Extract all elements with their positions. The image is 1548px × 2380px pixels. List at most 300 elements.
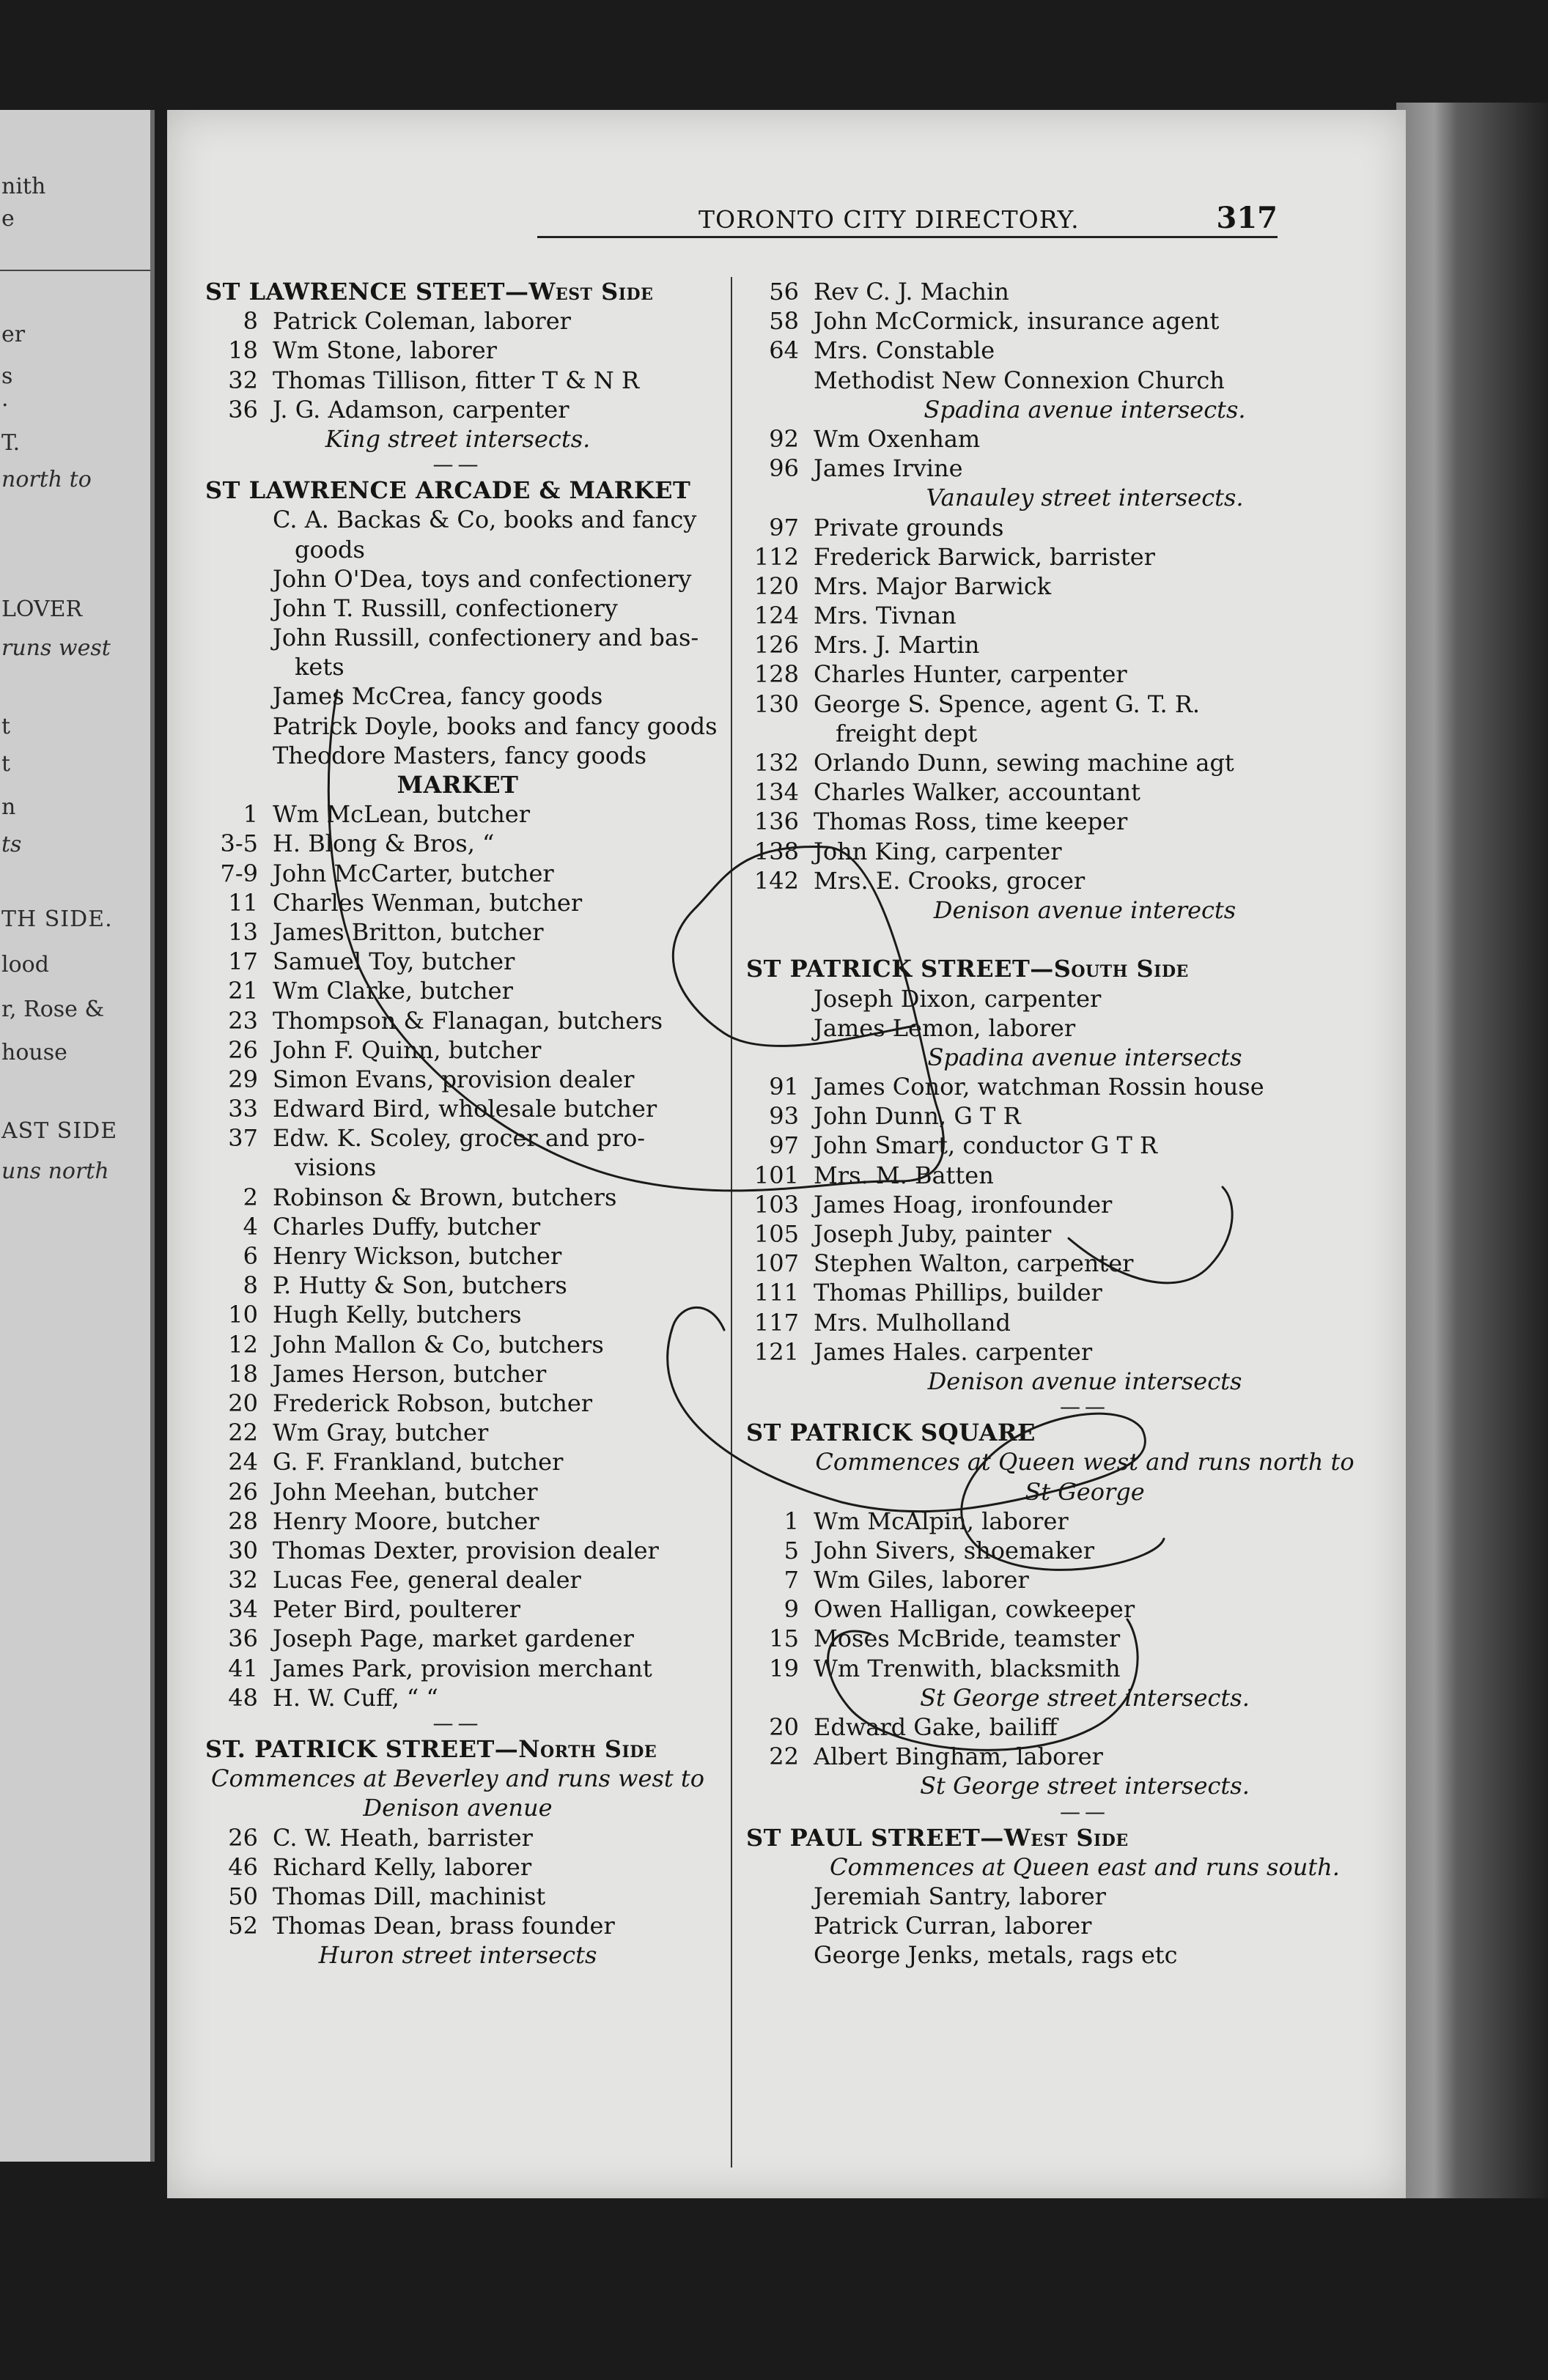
facing-page-text-fragment: house (1, 1040, 67, 1065)
intersection-note: Denison avenue interects (933, 895, 1236, 924)
directory-entry (199, 741, 716, 770)
resident-text: Wm McAlpin, laborer (814, 1507, 1069, 1535)
house-number: 22 (769, 1742, 799, 1771)
running-head (537, 201, 1278, 237)
facing-page-text-fragment: e (1, 206, 15, 232)
street-heading-text: ST PATRICK STREET—South Side (746, 955, 1189, 983)
house-number: 36 (228, 1625, 258, 1653)
entry-continuation (199, 652, 716, 681)
facing-page-text-fragment: LOVER (1, 596, 83, 622)
resident-text: Henry Moore, butcher (273, 1507, 539, 1535)
section-separator: —— (432, 1711, 483, 1735)
directory-entry (199, 1035, 716, 1065)
house-number: 97 (769, 1131, 799, 1160)
house-number: 21 (228, 977, 258, 1005)
house-number: 48 (228, 1683, 258, 1712)
resident-text: P. Hutty & Son, butchers (273, 1271, 567, 1300)
intersection-note: Commences at Queen west and runs north to (815, 1448, 1354, 1477)
resident-text: Patrick Doyle, books and fancy goods (273, 712, 718, 740)
house-number: 64 (769, 336, 799, 365)
resident-text: Mrs. E. Crooks, grocer (814, 866, 1086, 895)
directory-entry (199, 366, 716, 395)
resident-text: Thomas Tillison, fitter T & N R (273, 366, 640, 394)
house-number: 8 (243, 307, 258, 336)
street-heading-text: ST LAWRENCE ARCADE & MARKET (205, 476, 691, 505)
directory-entry (740, 837, 1429, 866)
facing-page-text-fragment: r, Rose & (1, 997, 105, 1022)
house-number: 17 (228, 947, 258, 976)
intersection-note: Huron street intersects (318, 1941, 597, 1970)
directory-entry (740, 1742, 1429, 1771)
directory-entry (740, 513, 1429, 542)
resident-text: George Jenks, metals, rags etc (814, 1941, 1178, 1970)
resident-text: Joseph Juby, painter (814, 1220, 1052, 1248)
resident-text: Patrick Curran, laborer (814, 1912, 1092, 1940)
house-number: 117 (753, 1308, 799, 1337)
directory-entry (199, 1271, 716, 1300)
directory-entry (740, 1882, 1429, 1911)
directory-entry (740, 572, 1429, 601)
resident-text: John King, carpenter (814, 837, 1062, 865)
resident-text: Lucas Fee, general dealer (273, 1566, 581, 1594)
resident-text: Simon Evans, provision dealer (273, 1065, 635, 1093)
street-heading (199, 476, 716, 505)
resident-text: Charles Wenman, butcher (273, 888, 583, 917)
street-heading-text: ST PATRICK SQUARE (746, 1419, 1036, 1447)
resident-text: James Irvine (814, 454, 963, 483)
house-number: 36 (228, 395, 258, 424)
resident-text: Samuel Toy, butcher (273, 947, 515, 976)
resident-text: Frederick Barwick, barrister (814, 542, 1155, 571)
resident-text: Mrs. Major Barwick (814, 572, 1052, 600)
resident-text: visions (295, 1153, 377, 1182)
house-number: 107 (753, 1249, 799, 1278)
resident-text: Albert Bingham, laborer (814, 1742, 1103, 1771)
directory-entry (740, 984, 1429, 1013)
house-number: 92 (769, 424, 799, 453)
resident-text: Mrs. Constable (814, 336, 995, 365)
directory-entry (740, 1190, 1429, 1219)
house-number: 20 (228, 1389, 258, 1417)
resident-text: Robinson & Brown, butchers (273, 1183, 617, 1211)
resident-text: J. G. Adamson, carpenter (273, 395, 570, 424)
directory-entry (740, 1161, 1429, 1190)
directory-entry (740, 1940, 1429, 1970)
directory-entry (199, 1330, 716, 1359)
facing-page-text-fragment: TH SIDE. (1, 906, 113, 932)
house-number: 18 (228, 1359, 258, 1388)
section-subheading: MARKET (397, 771, 519, 799)
house-number: 101 (753, 1161, 799, 1189)
resident-text: goods (295, 535, 365, 563)
intersection-note: St George street intersects. (920, 1683, 1250, 1712)
house-number: 1 (243, 800, 258, 829)
resident-text: Thomas Dexter, provision dealer (273, 1536, 659, 1564)
directory-entry (199, 829, 716, 858)
house-number: 23 (228, 1006, 258, 1035)
house-number: 41 (228, 1654, 258, 1682)
resident-text: Mrs. Tivnan (814, 602, 957, 630)
house-number: 96 (769, 454, 799, 483)
facing-page-text-fragment: t (1, 714, 11, 739)
directory-entry (199, 681, 716, 711)
directory-entry (740, 601, 1429, 630)
right-column (740, 277, 1429, 1970)
resident-text: John Dunn, G T R (814, 1102, 1021, 1131)
house-number: 34 (228, 1595, 258, 1624)
house-number: 20 (769, 1713, 799, 1741)
house-number: 26 (228, 1035, 258, 1064)
house-number: 56 (769, 278, 799, 306)
house-number: 18 (228, 336, 258, 365)
house-number: 46 (228, 1852, 258, 1881)
intersection-note: King street intersects. (325, 424, 591, 453)
resident-text: Stephen Walton, carpenter (814, 1249, 1134, 1278)
directory-entry (199, 594, 716, 623)
intersection-note: Commences at Beverley and runs west to (210, 1764, 705, 1793)
house-number: 142 (753, 866, 799, 895)
house-number: 52 (228, 1912, 258, 1940)
directory-entry (199, 1300, 716, 1329)
house-number: 136 (753, 808, 799, 836)
resident-text: Orlando Dunn, sewing machine agt (814, 749, 1234, 777)
directory-entry (199, 1536, 716, 1565)
house-number: 37 (228, 1124, 258, 1153)
directory-entry (199, 1823, 716, 1852)
house-number: 8 (243, 1271, 258, 1300)
directory-entry (199, 1852, 716, 1882)
directory-entry (199, 1911, 716, 1940)
directory-entry (740, 1337, 1429, 1367)
directory-entry (199, 564, 716, 594)
facing-page-text-fragment: t (1, 751, 11, 777)
facing-page-text-fragment: lood (1, 952, 49, 978)
header-rule (537, 236, 1278, 238)
resident-text: John F. Quinn, butcher (273, 1035, 542, 1064)
resident-text: John McCormick, insurance agent (814, 307, 1220, 336)
facing-page-text-fragment: n (1, 794, 16, 820)
house-number: 105 (753, 1220, 799, 1248)
street-heading (740, 1823, 1429, 1852)
house-number: 1 (784, 1507, 799, 1535)
resident-text: Frederick Robson, butcher (273, 1389, 593, 1417)
resident-text: Joseph Dixon, carpenter (814, 984, 1102, 1013)
house-number: 32 (228, 1566, 258, 1594)
directory-entry (740, 1308, 1429, 1337)
resident-text: C. A. Backas & Co, books and fancy (273, 506, 697, 534)
house-number: 120 (753, 572, 799, 600)
resident-text: Moses McBride, teamster (814, 1625, 1121, 1653)
street-heading (199, 1734, 716, 1764)
house-number: 30 (228, 1536, 258, 1564)
resident-text: Charles Hunter, carpenter (814, 660, 1127, 689)
resident-text: Wm Trenwith, blacksmith (814, 1654, 1121, 1682)
street-heading (740, 954, 1429, 983)
house-number: 19 (769, 1654, 799, 1682)
directory-entry (740, 1013, 1429, 1043)
directory-entry (740, 1565, 1429, 1594)
directory-entry (740, 1911, 1429, 1940)
house-number: 9 (784, 1595, 799, 1624)
intersection-note: Vanauley street intersects. (926, 484, 1244, 512)
directory-entry (199, 1654, 716, 1683)
resident-text: Patrick Coleman, laborer (273, 307, 571, 336)
house-number: 93 (769, 1102, 799, 1131)
directory-entry (199, 1624, 716, 1653)
directory-entry (199, 1006, 716, 1035)
resident-text: Thomas Dill, machinist (273, 1882, 546, 1910)
intersection-note: St George (1025, 1477, 1145, 1506)
facing-page-fragment (0, 110, 155, 2162)
facing-page-text-fragment: T. (1, 430, 21, 456)
directory-entry (199, 1389, 716, 1418)
directory-entry (199, 1241, 716, 1271)
column-divider (731, 277, 732, 2168)
resident-text: Wm Giles, laborer (814, 1566, 1029, 1594)
resident-text: John Russill, confectionery and bas- (273, 624, 699, 652)
house-number: 128 (753, 660, 799, 689)
intersection-note: Spadina avenue intersects. (924, 395, 1246, 424)
street-heading-text: ST LAWRENCE STEET—West Side (205, 278, 654, 306)
entry-continuation (199, 535, 716, 564)
directory-entry (740, 1249, 1429, 1278)
resident-text: Methodist New Connexion Church (814, 366, 1225, 394)
house-number: 132 (753, 749, 799, 777)
section-gap (740, 925, 1429, 954)
directory-entry (740, 336, 1429, 365)
directory-entry (740, 1101, 1429, 1131)
directory-entry (740, 807, 1429, 836)
resident-text: John T. Russill, confectionery (273, 594, 618, 622)
directory-entry (199, 947, 716, 976)
house-number: 6 (243, 1242, 258, 1270)
house-number: 134 (753, 778, 799, 807)
directory-entry (740, 748, 1429, 777)
directory-entry (740, 1507, 1429, 1536)
resident-text: James Lemon, laborer (814, 1013, 1076, 1042)
resident-text: Jeremiah Santry, laborer (814, 1882, 1106, 1910)
directory-entry (199, 1065, 716, 1094)
resident-text: John Meehan, butcher (273, 1477, 538, 1506)
section-separator: —— (1060, 1394, 1110, 1419)
house-number: 138 (753, 837, 799, 865)
house-number: 12 (228, 1330, 258, 1359)
directory-entry (740, 866, 1429, 895)
house-number: 7 (784, 1566, 799, 1594)
directory-entry (740, 306, 1429, 336)
facing-page-text-fragment: runs west (1, 635, 111, 661)
directory-entry (199, 1183, 716, 1212)
directory-entry (740, 424, 1429, 454)
directory-entry (740, 1654, 1429, 1683)
house-number: 26 (228, 1477, 258, 1506)
resident-text: Rev C. J. Machin (814, 278, 1009, 306)
house-number: 58 (769, 307, 799, 336)
house-number: 11 (228, 888, 258, 917)
directory-entry (740, 1594, 1429, 1624)
resident-text: H. W. Cuff, “ “ (273, 1683, 438, 1712)
house-number: 91 (769, 1073, 799, 1101)
street-heading-text: ST. PATRICK STREET—North Side (205, 1735, 657, 1763)
facing-page-text-fragment: s (1, 363, 13, 389)
house-number: 50 (228, 1882, 258, 1910)
directory-entry (199, 917, 716, 947)
resident-text: John Sivers, shoemaker (814, 1536, 1094, 1564)
directory-entry (199, 712, 716, 741)
directory-entry (199, 306, 716, 336)
house-number: 3-5 (220, 829, 258, 858)
resident-text: Thomas Phillips, builder (814, 1279, 1102, 1307)
directory-entry (740, 690, 1429, 719)
directory-entry (199, 799, 716, 829)
resident-text: Edw. K. Scoley, grocer and pro- (273, 1124, 646, 1153)
directory-entry (740, 454, 1429, 483)
directory-entry (199, 1359, 716, 1389)
directory-entry (199, 1447, 716, 1477)
house-number: 4 (243, 1212, 258, 1241)
directory-entry (199, 888, 716, 917)
facing-page-text-fragment: north to (1, 467, 92, 492)
resident-text: George S. Spence, agent G. T. R. (814, 690, 1201, 718)
resident-text: kets (295, 653, 344, 681)
directory-entry (199, 1565, 716, 1594)
section-separator: —— (432, 452, 483, 477)
facing-page-text-fragment: uns north (1, 1158, 109, 1184)
left-column (199, 277, 716, 1970)
directory-entry (740, 1072, 1429, 1101)
house-number: 28 (228, 1507, 258, 1535)
resident-text: James Britton, butcher (273, 917, 544, 946)
resident-text: G. F. Frankland, butcher (273, 1448, 564, 1477)
facing-page-text-fragment: . (1, 386, 9, 412)
resident-text: James Park, provision merchant (273, 1654, 652, 1682)
facing-page-text-fragment: AST SIDE (1, 1118, 118, 1144)
resident-text: Wm Gray, butcher (273, 1419, 489, 1447)
intersection-note: St George street intersects. (920, 1772, 1250, 1800)
house-number: 5 (784, 1536, 799, 1564)
resident-text: Wm McLean, butcher (273, 800, 531, 829)
resident-text: Mrs. J. Martin (814, 631, 980, 659)
directory-entry (199, 395, 716, 424)
intersection-note: Denison avenue (363, 1794, 553, 1822)
facing-page-text-fragment: er (1, 322, 26, 347)
resident-text: Charles Walker, accountant (814, 778, 1140, 807)
resident-text: Thomas Ross, time keeper (814, 808, 1128, 836)
directory-entry (199, 1418, 716, 1447)
section-separator: —— (1060, 1799, 1110, 1824)
resident-text: Thompson & Flanagan, butchers (273, 1006, 663, 1035)
intersection-note: Denison avenue intersects (927, 1367, 1242, 1395)
resident-text: John Mallon & Co, butchers (273, 1330, 604, 1359)
street-heading (740, 1418, 1429, 1447)
house-number: 33 (228, 1095, 258, 1123)
page-number: 317 (1216, 201, 1278, 235)
resident-text: Charles Duffy, butcher (273, 1212, 541, 1241)
directory-entry (740, 1536, 1429, 1565)
directory-entry (740, 630, 1429, 659)
directory-entry (199, 1594, 716, 1624)
resident-text: Richard Kelly, laborer (273, 1852, 532, 1881)
intersection-note: Commences at Queen east and runs south. (830, 1852, 1340, 1881)
directory-entry (199, 505, 716, 534)
house-number: 24 (228, 1448, 258, 1477)
resident-text: James Conor, watchman Rossin house (814, 1073, 1264, 1101)
resident-text: Edward Gake, bailiff (814, 1713, 1058, 1741)
resident-text: Private grounds (814, 513, 1004, 542)
directory-entry (740, 659, 1429, 689)
directory-entry (740, 1131, 1429, 1160)
resident-text: Mrs. Mulholland (814, 1308, 1011, 1337)
resident-text: Joseph Page, market gardener (273, 1625, 634, 1653)
resident-text: Peter Bird, poulterer (273, 1595, 521, 1624)
directory-entry (740, 366, 1429, 395)
house-number: 103 (753, 1190, 799, 1219)
resident-text: James Herson, butcher (273, 1359, 547, 1388)
directory-entry (199, 976, 716, 1005)
resident-text: James McCrea, fancy goods (273, 682, 603, 711)
resident-text: Edward Bird, wholesale butcher (273, 1095, 657, 1123)
resident-text: John McCarter, butcher (273, 859, 554, 887)
house-number: 32 (228, 366, 258, 394)
house-number: 121 (753, 1337, 799, 1366)
resident-text: Thomas Dean, brass founder (273, 1912, 615, 1940)
resident-text: John Smart, conductor G T R (814, 1131, 1158, 1160)
resident-text: Owen Halligan, cowkeeper (814, 1595, 1135, 1624)
resident-text: Theodore Masters, fancy goods (273, 741, 647, 769)
resident-text: Wm Stone, laborer (273, 336, 497, 365)
street-heading (199, 277, 716, 306)
directory-entry (740, 277, 1429, 306)
house-number: 26 (228, 1823, 258, 1852)
intersection-note: Spadina avenue intersects (927, 1043, 1242, 1071)
resident-text: Henry Wickson, butcher (273, 1242, 562, 1270)
entry-continuation (740, 719, 1429, 748)
house-number: 2 (243, 1183, 258, 1211)
house-number: 10 (228, 1301, 258, 1329)
house-number: 15 (769, 1625, 799, 1653)
facing-page-text-fragment: nith (1, 174, 46, 199)
directory-entry (199, 336, 716, 365)
entry-continuation (199, 1153, 716, 1182)
house-number: 124 (753, 602, 799, 630)
resident-text: C. W. Heath, barrister (273, 1823, 533, 1852)
directory-entry (199, 1882, 716, 1911)
directory-entry (199, 1477, 716, 1507)
house-number: 7-9 (220, 859, 258, 887)
directory-entry (199, 1212, 716, 1241)
house-number: 29 (228, 1065, 258, 1093)
facing-page-rule (0, 270, 150, 271)
house-number: 112 (753, 542, 799, 571)
resident-text: James Hoag, ironfounder (814, 1190, 1113, 1219)
house-number: 111 (753, 1279, 799, 1307)
directory-entry (199, 1123, 716, 1153)
house-number: 13 (228, 917, 258, 946)
directory-entry (740, 777, 1429, 807)
resident-text: Hugh Kelly, butchers (273, 1301, 522, 1329)
resident-text: Wm Oxenham (814, 424, 981, 453)
house-number: 22 (228, 1419, 258, 1447)
directory-page (167, 110, 1406, 2198)
directory-entry (199, 1683, 716, 1712)
resident-text: John O'Dea, toys and confectionery (273, 564, 692, 593)
resident-text: Wm Clarke, butcher (273, 977, 513, 1005)
resident-text: freight dept (836, 719, 978, 747)
directory-entry (199, 1507, 716, 1536)
house-number: 126 (753, 631, 799, 659)
resident-text: Mrs. M. Batten (814, 1161, 994, 1189)
directory-entry (740, 1219, 1429, 1249)
